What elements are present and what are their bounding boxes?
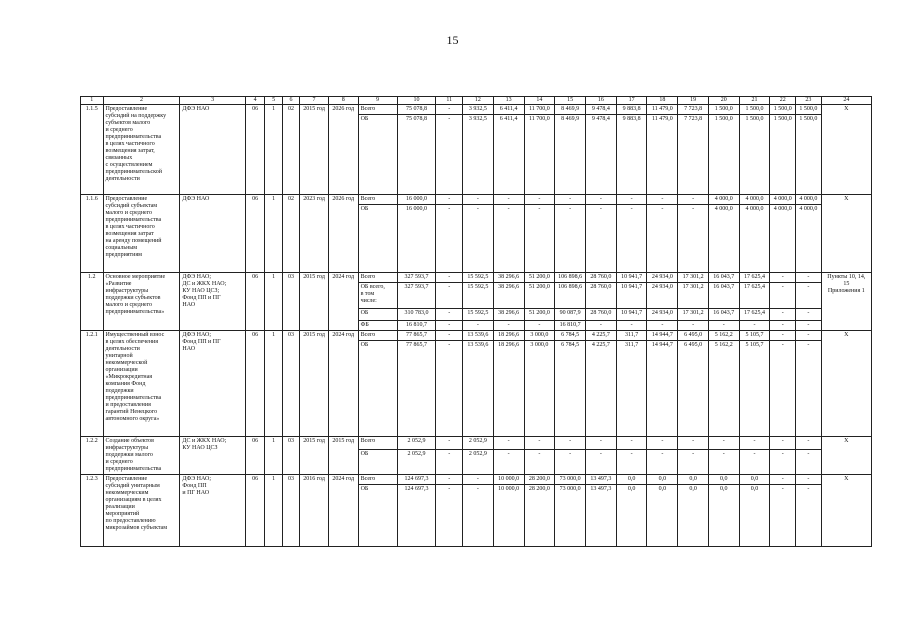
amount-cell: 5 162,2 xyxy=(708,331,739,341)
amount-cell: 0,0 xyxy=(647,475,678,485)
amount-cell: 10 941,7 xyxy=(616,283,647,309)
start-year: 2023 год xyxy=(300,195,329,273)
table-row xyxy=(81,331,872,341)
amount-cell: - xyxy=(739,437,770,450)
amount-cell: 0,0 xyxy=(678,475,709,485)
amount-cell: - xyxy=(770,341,796,437)
amount-cell: - xyxy=(708,321,739,331)
amount-cell: 4 000,0 xyxy=(739,205,770,273)
amount-cell: - xyxy=(796,309,822,321)
executor: ДФЭ НАО xyxy=(180,105,246,195)
amount-cell: 8 469,9 xyxy=(555,105,586,115)
amount-cell: - xyxy=(678,321,709,331)
amount-cell: - xyxy=(436,437,463,450)
amount-cell: 16 810,7 xyxy=(555,321,586,331)
amount-cell: - xyxy=(616,195,647,205)
amount-cell: 3 932,5 xyxy=(463,105,494,115)
amount-cell: - xyxy=(436,331,463,341)
amount-cell: - xyxy=(555,195,586,205)
amount-cell: - xyxy=(678,205,709,273)
amount-cell: - xyxy=(708,449,739,474)
amount-cell: 38 296,6 xyxy=(493,309,524,321)
amount-cell: - xyxy=(463,321,494,331)
end-year: 2026 год xyxy=(328,195,358,273)
funding-source: ОБ xyxy=(358,309,397,321)
amount-cell: 73 000,0 xyxy=(555,485,586,547)
amount-cell: 28 200,0 xyxy=(524,485,555,547)
column-number: 7 xyxy=(300,97,329,105)
amount-cell: 24 934,0 xyxy=(647,283,678,309)
amount-cell: 15 592,5 xyxy=(463,309,494,321)
amount-cell: - xyxy=(586,195,617,205)
amount-cell: 77 865,7 xyxy=(397,341,436,437)
amount-cell: - xyxy=(586,437,617,450)
end-year: 2026 год xyxy=(328,105,358,195)
column-number: 16 xyxy=(586,97,617,105)
amount-cell: 2 052,9 xyxy=(397,449,436,474)
note: Х xyxy=(821,331,871,437)
amount-cell: 106 898,6 xyxy=(555,273,586,283)
funding-source: ФБ xyxy=(358,321,397,331)
amount-cell: 3 000,0 xyxy=(524,341,555,437)
amount-cell: 51 200,0 xyxy=(524,273,555,283)
column-number: 10 xyxy=(397,97,436,105)
amount-cell: 24 934,0 xyxy=(647,273,678,283)
column-number: 20 xyxy=(708,97,739,105)
executor: ДФЭ НАО; ДС и ЖКХ НАО; КУ НАО ЦСЗ; Фонд ПП и ПГ НАО xyxy=(180,273,246,331)
amount-cell: 6 495,0 xyxy=(678,341,709,437)
amount-cell: - xyxy=(524,321,555,331)
column-number: 12 xyxy=(463,97,494,105)
amount-cell: 16 810,7 xyxy=(397,321,436,331)
funding-source: Всего xyxy=(358,105,397,115)
amount-cell: - xyxy=(796,437,822,450)
table-row xyxy=(81,195,872,205)
activity-name: Предоставление субсидий унитарным некоммерческим организациям в целях реализации мероприятий по предоставлению микрозаймов субъектам xyxy=(103,475,180,547)
funding-source: Всего xyxy=(358,475,397,485)
amount-cell: 17 301,2 xyxy=(678,273,709,283)
row-id: 1.2.3 xyxy=(81,475,104,547)
column-number: 5 xyxy=(265,97,282,105)
amount-cell: - xyxy=(770,331,796,341)
note: Х xyxy=(821,475,871,547)
activity-name: Создание объектов инфраструктуры поддержки малого и среднего предпринимательства xyxy=(103,437,180,475)
column-number: 2 xyxy=(103,97,180,105)
column-number: 9 xyxy=(358,97,397,105)
amount-cell: 9 478,4 xyxy=(586,115,617,195)
amount-cell: - xyxy=(555,437,586,450)
code-cell: 1 xyxy=(265,437,282,475)
amount-cell: 17 301,2 xyxy=(678,283,709,309)
amount-cell: 0,0 xyxy=(708,475,739,485)
amount-cell: 0,0 xyxy=(708,485,739,547)
code-cell: 1 xyxy=(265,195,282,273)
amount-cell: - xyxy=(436,449,463,474)
amount-cell: - xyxy=(436,283,463,309)
amount-cell: 0,0 xyxy=(739,475,770,485)
amount-cell: 17 625,4 xyxy=(739,273,770,283)
funding-source: Всего xyxy=(358,437,397,450)
amount-cell: - xyxy=(586,321,617,331)
amount-cell: 4 000,0 xyxy=(796,205,822,273)
executor: ДФЭ НАО; Фонд ПП и ПГ НАО xyxy=(180,475,246,547)
activity-name: Предоставление субсидий на поддержку субъектов малого и среднего предпринимательства в целях частичного возмещения затрат, связанных с осуществлением предпринимательской деятельности xyxy=(103,105,180,195)
code-cell: 1 xyxy=(265,273,282,331)
amount-cell: 13 497,3 xyxy=(586,475,617,485)
amount-cell: 311,7 xyxy=(616,341,647,437)
amount-cell: - xyxy=(555,449,586,474)
amount-cell: 14 944,7 xyxy=(647,331,678,341)
amount-cell: 10 941,7 xyxy=(616,309,647,321)
amount-cell: 6 411,4 xyxy=(493,115,524,195)
amount-cell: - xyxy=(678,449,709,474)
note: Пункты 10, 14, 15 Приложения 1 xyxy=(821,273,871,331)
row-id: 1.2 xyxy=(81,273,104,331)
funding-source: Всего xyxy=(358,195,397,205)
amount-cell: 51 200,0 xyxy=(524,283,555,309)
amount-cell: 75 078,8 xyxy=(397,105,436,115)
amount-cell: 0,0 xyxy=(647,485,678,547)
amount-cell: 0,0 xyxy=(739,485,770,547)
amount-cell: 17 301,2 xyxy=(678,309,709,321)
amount-cell: - xyxy=(616,437,647,450)
amount-cell: 16 043,7 xyxy=(708,309,739,321)
amount-cell: 4 000,0 xyxy=(708,205,739,273)
amount-cell: 9 883,8 xyxy=(616,105,647,115)
amount-cell: 2 052,9 xyxy=(397,437,436,450)
amount-cell: 4 000,0 xyxy=(739,195,770,205)
amount-cell: 18 296,6 xyxy=(493,341,524,437)
amount-cell: - xyxy=(436,115,463,195)
code-cell: 02 xyxy=(282,105,299,195)
activity-name: Предоставление субсидий субъектам малого и среднего предпринимательства в целях частичного возмещения затрат на аренду помещений социальным предприятиям xyxy=(103,195,180,273)
amount-cell: 106 898,6 xyxy=(555,283,586,309)
amount-cell: - xyxy=(463,475,494,485)
amount-cell: 73 000,0 xyxy=(555,475,586,485)
amount-cell: - xyxy=(678,437,709,450)
amount-cell: - xyxy=(436,321,463,331)
amount-cell: 8 469,9 xyxy=(555,115,586,195)
end-year: 2024 год xyxy=(328,475,358,547)
column-number-row xyxy=(81,97,872,105)
funding-source: ОБ xyxy=(358,205,397,273)
amount-cell: 11 479,0 xyxy=(647,105,678,115)
funding-source: ОБ xyxy=(358,485,397,547)
code-cell: 06 xyxy=(245,273,264,331)
amount-cell: - xyxy=(796,331,822,341)
amount-cell: 17 625,4 xyxy=(739,309,770,321)
amount-cell: 4 000,0 xyxy=(770,195,796,205)
amount-cell: 13 539,6 xyxy=(463,331,494,341)
amount-cell: 1 500,0 xyxy=(796,115,822,195)
amount-cell: - xyxy=(493,449,524,474)
amount-cell: 77 865,7 xyxy=(397,331,436,341)
amount-cell: - xyxy=(708,437,739,450)
column-number: 22 xyxy=(770,97,796,105)
executor: ДФЭ НАО; Фонд ПП и ПГ НАО xyxy=(180,331,246,437)
amount-cell: - xyxy=(647,449,678,474)
start-year: 2015 год xyxy=(300,437,329,475)
amount-cell: 5 105,7 xyxy=(739,341,770,437)
amount-cell: 1 500,0 xyxy=(796,105,822,115)
amount-cell: - xyxy=(770,449,796,474)
code-cell: 03 xyxy=(282,273,299,331)
start-year: 2015 год xyxy=(300,331,329,437)
funding-source: ОБ всего, в том числе: xyxy=(358,283,397,309)
amount-cell: - xyxy=(796,283,822,309)
column-number: 21 xyxy=(739,97,770,105)
amount-cell: 28 760,0 xyxy=(586,283,617,309)
amount-cell: 24 934,0 xyxy=(647,309,678,321)
amount-cell: - xyxy=(436,273,463,283)
amount-cell: - xyxy=(555,205,586,273)
amount-cell: 310 783,0 xyxy=(397,309,436,321)
column-number: 19 xyxy=(678,97,709,105)
amount-cell: - xyxy=(647,195,678,205)
amount-cell: 6 411,4 xyxy=(493,105,524,115)
amount-cell: 124 697,3 xyxy=(397,475,436,485)
amount-cell: 7 723,8 xyxy=(678,115,709,195)
code-cell: 03 xyxy=(282,475,299,547)
amount-cell: 9 883,8 xyxy=(616,115,647,195)
amount-cell: 38 296,6 xyxy=(493,273,524,283)
column-number: 8 xyxy=(328,97,358,105)
amount-cell: - xyxy=(796,449,822,474)
row-id: 1.2.2 xyxy=(81,437,104,475)
amount-cell: 6 784,5 xyxy=(555,331,586,341)
funding-source: ОБ xyxy=(358,115,397,195)
amount-cell: 13 497,3 xyxy=(586,485,617,547)
amount-cell: 327 593,7 xyxy=(397,273,436,283)
amount-cell: 0,0 xyxy=(616,475,647,485)
amount-cell: 6 495,0 xyxy=(678,331,709,341)
start-year: 2016 год xyxy=(300,475,329,547)
amount-cell: 14 944,7 xyxy=(647,341,678,437)
code-cell: 06 xyxy=(245,475,264,547)
activity-name: Основное мероприятие «Развитие инфраструктуры поддержки субъектов малого и среднего предпринимательства» xyxy=(103,273,180,331)
amount-cell: - xyxy=(436,205,463,273)
end-year: 2024 год xyxy=(328,331,358,437)
amount-cell: 11 700,0 xyxy=(524,115,555,195)
funding-source: Всего xyxy=(358,331,397,341)
amount-cell: - xyxy=(463,195,494,205)
amount-cell: 1 500,0 xyxy=(708,105,739,115)
funding-source: Всего xyxy=(358,273,397,283)
amount-cell: 1 500,0 xyxy=(770,105,796,115)
amount-cell: 2 052,9 xyxy=(463,449,494,474)
funding-source: ОБ xyxy=(358,449,397,474)
amount-cell: 28 200,0 xyxy=(524,475,555,485)
amount-cell: - xyxy=(616,321,647,331)
column-number: 13 xyxy=(493,97,524,105)
table-row xyxy=(81,105,872,115)
amount-cell: 28 760,0 xyxy=(586,309,617,321)
amount-cell: 90 087,9 xyxy=(555,309,586,321)
amount-cell: - xyxy=(524,205,555,273)
column-number: 3 xyxy=(180,97,246,105)
amount-cell: 6 784,5 xyxy=(555,341,586,437)
amount-cell: 5 105,7 xyxy=(739,331,770,341)
amount-cell: 18 296,6 xyxy=(493,331,524,341)
amount-cell: - xyxy=(493,195,524,205)
amount-cell: - xyxy=(493,205,524,273)
amount-cell: 3 932,5 xyxy=(463,115,494,195)
amount-cell: - xyxy=(770,321,796,331)
code-cell: 03 xyxy=(282,437,299,475)
code-cell: 02 xyxy=(282,195,299,273)
amount-cell: - xyxy=(436,309,463,321)
column-number: 17 xyxy=(616,97,647,105)
amount-cell: 13 539,6 xyxy=(463,341,494,437)
amount-cell: - xyxy=(678,195,709,205)
amount-cell: 3 000,0 xyxy=(524,331,555,341)
amount-cell: - xyxy=(770,475,796,485)
code-cell: 1 xyxy=(265,105,282,195)
amount-cell: 38 296,6 xyxy=(493,283,524,309)
amount-cell: 15 592,5 xyxy=(463,273,494,283)
column-number: 14 xyxy=(524,97,555,105)
amount-cell: 51 200,0 xyxy=(524,309,555,321)
amount-cell: - xyxy=(770,485,796,547)
row-id: 1.1.6 xyxy=(81,195,104,273)
amount-cell: 1 500,0 xyxy=(770,115,796,195)
column-number: 23 xyxy=(796,97,822,105)
amount-cell: - xyxy=(647,321,678,331)
amount-cell: 4 225,7 xyxy=(586,331,617,341)
table-row xyxy=(81,273,872,283)
amount-cell: 0,0 xyxy=(678,485,709,547)
page-number: 15 xyxy=(446,33,459,47)
amount-cell: 17 625,4 xyxy=(739,283,770,309)
amount-cell: - xyxy=(796,475,822,485)
amount-cell: 15 592,5 xyxy=(463,283,494,309)
amount-cell: 5 162,2 xyxy=(708,341,739,437)
executor: ДС и ЖКХ НАО; КУ НАО ЦСЗ xyxy=(180,437,246,475)
column-number: 4 xyxy=(245,97,264,105)
note: Х xyxy=(821,105,871,195)
budget-table xyxy=(80,96,872,547)
amount-cell: - xyxy=(463,485,494,547)
amount-cell: - xyxy=(436,475,463,485)
amount-cell: 7 723,8 xyxy=(678,105,709,115)
start-year: 2015 год xyxy=(300,273,329,331)
amount-cell: - xyxy=(524,437,555,450)
column-number: 18 xyxy=(647,97,678,105)
amount-cell: - xyxy=(770,283,796,309)
end-year: 2015 год xyxy=(328,437,358,475)
amount-cell: 16 043,7 xyxy=(708,273,739,283)
amount-cell: 2 052,9 xyxy=(463,437,494,450)
code-cell: 1 xyxy=(265,475,282,547)
code-cell: 06 xyxy=(245,105,264,195)
amount-cell: - xyxy=(463,205,494,273)
amount-cell: 11 479,0 xyxy=(647,115,678,195)
amount-cell: 10 000,0 xyxy=(493,475,524,485)
amount-cell: - xyxy=(493,437,524,450)
table-row xyxy=(81,437,872,450)
note: Х xyxy=(821,437,871,475)
amount-cell: - xyxy=(616,205,647,273)
amount-cell: - xyxy=(616,449,647,474)
amount-cell: 4 000,0 xyxy=(708,195,739,205)
amount-cell: - xyxy=(436,105,463,115)
amount-cell: - xyxy=(739,321,770,331)
amount-cell: 9 478,4 xyxy=(586,105,617,115)
amount-cell: - xyxy=(436,195,463,205)
amount-cell: - xyxy=(770,437,796,450)
amount-cell: 11 700,0 xyxy=(524,105,555,115)
code-cell: 03 xyxy=(282,331,299,437)
column-number: 11 xyxy=(436,97,463,105)
amount-cell: 28 760,0 xyxy=(586,273,617,283)
amount-cell: - xyxy=(796,321,822,331)
amount-cell: 16 043,7 xyxy=(708,283,739,309)
amount-cell: - xyxy=(739,449,770,474)
amount-cell: 16 000,0 xyxy=(397,195,436,205)
amount-cell: 1 500,0 xyxy=(739,115,770,195)
amount-cell: - xyxy=(436,485,463,547)
column-number: 6 xyxy=(282,97,299,105)
note: Х xyxy=(821,195,871,273)
column-number: 15 xyxy=(555,97,586,105)
amount-cell: - xyxy=(647,437,678,450)
amount-cell: 311,7 xyxy=(616,331,647,341)
code-cell: 06 xyxy=(245,195,264,273)
amount-cell: - xyxy=(586,449,617,474)
amount-cell: - xyxy=(586,205,617,273)
amount-cell: 1 500,0 xyxy=(708,115,739,195)
amount-cell: - xyxy=(770,273,796,283)
column-number: 1 xyxy=(81,97,104,105)
amount-cell: 0,0 xyxy=(616,485,647,547)
amount-cell: - xyxy=(436,341,463,437)
amount-cell: 4 000,0 xyxy=(796,195,822,205)
code-cell: 06 xyxy=(245,437,264,475)
table-row xyxy=(81,475,872,485)
amount-cell: - xyxy=(796,273,822,283)
amount-cell: 1 500,0 xyxy=(739,105,770,115)
end-year: 2024 год xyxy=(328,273,358,331)
start-year: 2015 год xyxy=(300,105,329,195)
code-cell: 1 xyxy=(265,331,282,437)
amount-cell: - xyxy=(796,341,822,437)
amount-cell: 75 078,8 xyxy=(397,115,436,195)
amount-cell: 124 697,3 xyxy=(397,485,436,547)
row-id: 1.1.5 xyxy=(81,105,104,195)
funding-source: ОБ xyxy=(358,341,397,437)
amount-cell: - xyxy=(796,485,822,547)
amount-cell: - xyxy=(647,205,678,273)
column-number: 24 xyxy=(821,97,871,105)
amount-cell: 10 000,0 xyxy=(493,485,524,547)
amount-cell: - xyxy=(524,449,555,474)
activity-name: Имущественный взнос в целях обеспечения деятельности унитарной некоммерческой организации «Микрокредитная компания Фонд поддержки предпринимательства и предоставления гарантий Ненецкого автономного округа» xyxy=(103,331,180,437)
row-id: 1.2.1 xyxy=(81,331,104,437)
amount-cell: 327 593,7 xyxy=(397,283,436,309)
amount-cell: - xyxy=(524,195,555,205)
amount-cell: 4 000,0 xyxy=(770,205,796,273)
amount-cell: 10 941,7 xyxy=(616,273,647,283)
amount-cell: - xyxy=(493,321,524,331)
amount-cell: - xyxy=(770,309,796,321)
code-cell: 06 xyxy=(245,331,264,437)
amount-cell: 16 000,0 xyxy=(397,205,436,273)
executor: ДФЭ НАО xyxy=(180,195,246,273)
amount-cell: 4 225,7 xyxy=(586,341,617,437)
